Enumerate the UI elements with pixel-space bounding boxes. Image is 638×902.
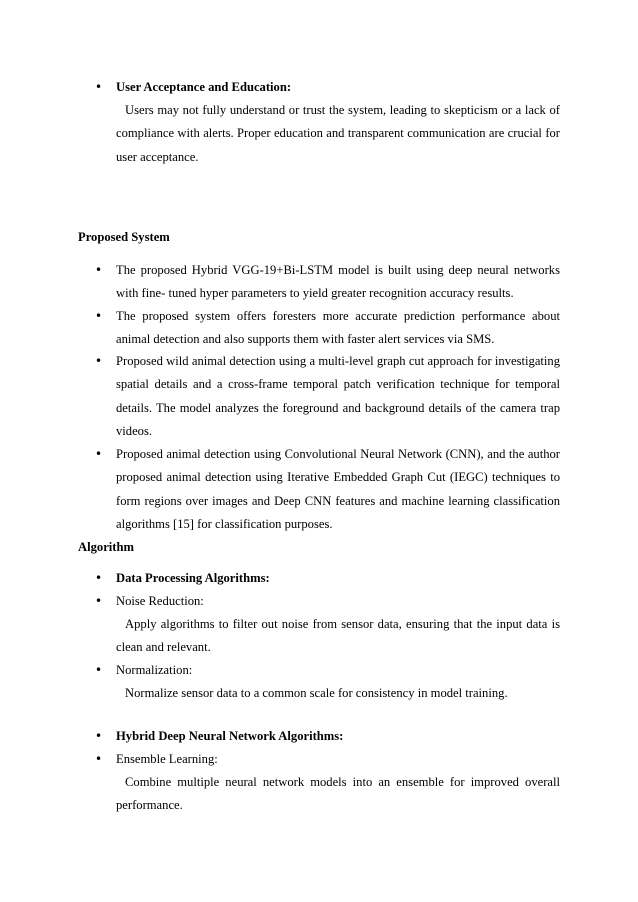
proposed-bullet-2 [116,305,560,352]
proposed-bullet-4-text: Proposed animal detection using Convolutional Neural Network (CNN), and the author proposed animal detection using Iterative Embedded Graph Cut (IEGC) techniques to form regions over images and Deep CNN features and machine learning classification algorithms [15] for classification purposes. [116,447,560,531]
ensemble-body [116,771,560,818]
proposed-bullet-1 [116,259,560,306]
bullet-ensemble [116,748,560,771]
proposed-bullet-3-text: Proposed wild animal detection using a multi-level graph cut approach for investigating spatial details and a cross-frame temporal patch verification technique for temporal details. The model analyzes the foreground and background details of the camera trap videos. [116,354,560,438]
hybrid-title: Hybrid Deep Neural Network Algorithms: [116,729,344,743]
bullet-normalization [116,659,560,682]
bullet-data-processing [116,567,560,590]
user-acceptance-body [116,99,560,169]
proposed-system-heading: Proposed System [78,230,170,244]
bullet-hybrid [116,725,560,748]
bullet-noise-reduction [116,590,560,613]
user-acceptance-title: User Acceptance and Education: [116,80,292,94]
ensemble-text: Combine multiple neural network models into an ensemble for improved overall performance. [116,775,560,813]
normalization-body [116,682,560,705]
normalization-text: Normalize sensor data to a common scale for consistency in model training. [125,686,508,700]
proposed-bullet-2-text: The proposed system offers foresters more accurate prediction performance about animal detection and also supports them with faster alert services via SMS. [116,309,560,347]
bullet-user-acceptance [116,76,560,99]
noise-reduction-label: Noise Reduction: [116,594,204,608]
proposed-bullet-4 [116,443,560,536]
normalization-label: Normalization: [116,663,193,677]
proposed-bullet-3 [116,350,560,443]
noise-reduction-body [116,613,560,660]
proposed-bullet-1-text: The proposed Hybrid VGG-19+Bi-LSTM model is built using deep neural networks with fine- tuned hyper parameters to yield greater recognition accuracy results. [116,263,560,301]
data-processing-title: Data Processing Algorithms: [116,571,270,585]
ensemble-label: Ensemble Learning: [116,752,218,766]
algorithm-heading: Algorithm [78,540,134,554]
noise-reduction-text: Apply algorithms to filter out noise from sensor data, ensuring that the input data is clean and relevant. [116,617,560,655]
user-acceptance-text: Users may not fully understand or trust the system, leading to skepticism or a lack of compliance with alerts. Proper education and transparent communication are crucial for user acceptance. [116,103,560,164]
